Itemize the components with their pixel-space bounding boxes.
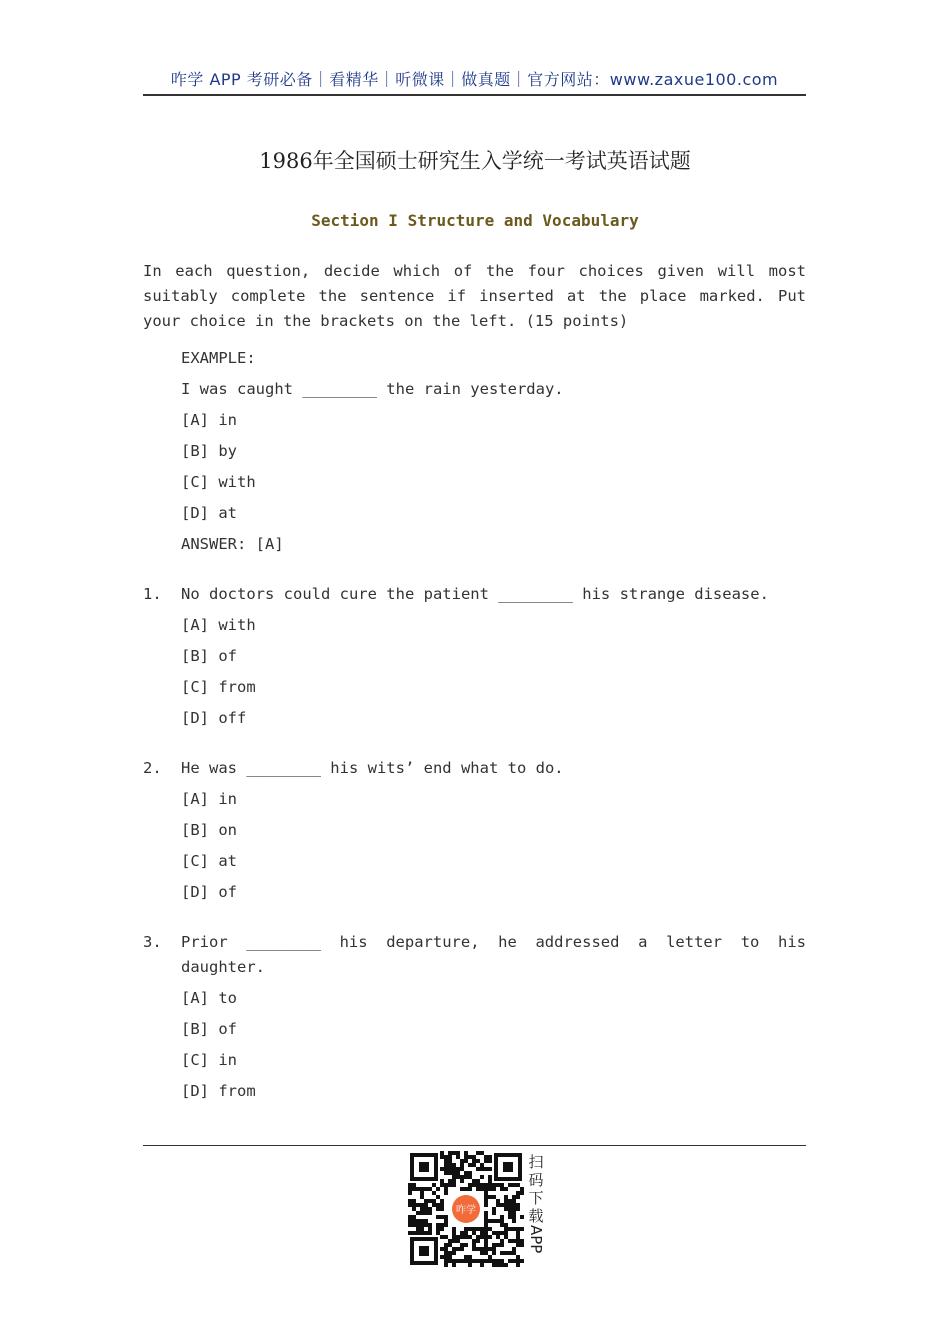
example-answer: ANSWER: [A] (181, 535, 284, 553)
page-header (143, 66, 806, 96)
question-text: He was ________ his wits’ end what to do. (181, 759, 564, 777)
qr-label-char: 扫 (528, 1153, 544, 1171)
question-option: [B] of (181, 1020, 237, 1038)
question-option: [A] in (181, 790, 237, 808)
question-option: [A] to (181, 989, 237, 1007)
qr-download-label (526, 1153, 546, 1253)
example-option: [B] by (181, 442, 237, 460)
example-option: [A] in (181, 411, 237, 429)
qr-label-app: APP (527, 1225, 545, 1254)
example-label: EXAMPLE: (181, 349, 256, 367)
instructions: In each question, decide which of the four choices given will most suitably complete the sentence if inserted at the place marked. Put your choice in the brackets on the left. (15 points) (143, 262, 806, 330)
question-text: No doctors could cure the patient ________ his strange disease. (181, 585, 769, 603)
example-option: [D] at (181, 504, 237, 522)
qr-label-char: 码 (528, 1171, 544, 1189)
question-option: [C] in (181, 1051, 237, 1069)
footer-divider (143, 1145, 806, 1146)
header-text: 咋学 APP 考研必备｜看精华｜听微课｜做真题｜官方网站：www.zaxue100.com (170, 70, 779, 89)
question-option: [D] of (181, 883, 237, 901)
question-option: [D] from (181, 1082, 256, 1100)
question-option: [C] from (181, 678, 256, 696)
qr-label-char: 载 (528, 1207, 544, 1225)
question-option: [D] off (181, 709, 247, 727)
document-title: 1986年全国硕士研究生入学统一考试英语试题 (259, 149, 691, 173)
question-number: 2. (143, 759, 162, 777)
example-option: [C] with (181, 473, 256, 491)
question-number: 3. (143, 933, 162, 951)
section-title: Section I Structure and Vocabulary (311, 211, 639, 230)
question-text: Prior ________ his departure, he addressed a letter to his daughter. (181, 933, 806, 976)
example-sentence: I was caught ________ the rain yesterday. (181, 380, 564, 398)
qr-label-char: 下 (528, 1189, 544, 1207)
question-option: [A] with (181, 616, 256, 634)
question-number: 1. (143, 585, 162, 603)
question-option: [B] on (181, 821, 237, 839)
qr-code[interactable] (408, 1151, 524, 1267)
question-option: [C] at (181, 852, 237, 870)
qr-logo-text: 咋学 (456, 1205, 476, 1216)
question-option: [B] of (181, 647, 237, 665)
